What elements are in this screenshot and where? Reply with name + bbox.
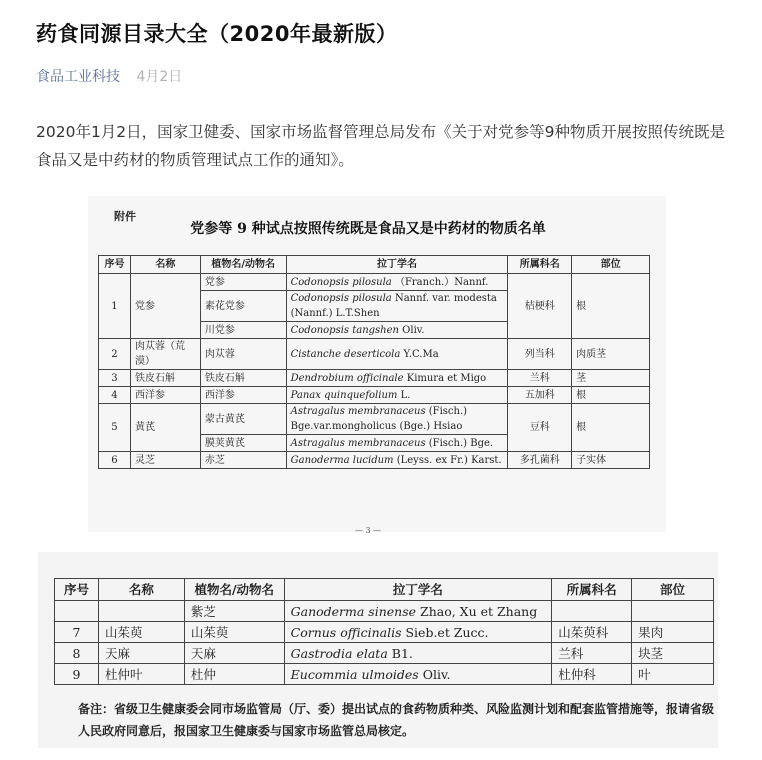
plant-name: 赤芝 xyxy=(200,452,286,469)
substance-name: 肉苁蓉（荒漠） xyxy=(130,339,200,370)
latin-genus-species: Codonopsis pilosula xyxy=(290,276,392,288)
family-name: 列当科 xyxy=(508,339,572,370)
plant-name: 紫芝 xyxy=(184,601,284,622)
document-scan-page-1 xyxy=(88,196,666,535)
substance-name: 灵芝 xyxy=(130,452,200,469)
latin-genus-species: Astragalus membranaceus xyxy=(290,406,426,417)
table-row xyxy=(55,643,714,664)
plant-part: 茎 xyxy=(572,370,650,387)
latin-genus-species: Codonopsis tangshen xyxy=(290,324,399,336)
substance-name: 党参 xyxy=(130,274,200,339)
plant-name: 铁皮石斛 xyxy=(200,370,286,387)
article-paragraph: 2020年1月2日，国家卫健委、国家市场监督管理总局发布《关于对党参等9种物质开展按照传统既是食品又是中药材的物质管理试点工作的通知》。 xyxy=(36,123,726,169)
publish-date: 4月2日 xyxy=(136,69,183,85)
substance-name xyxy=(98,601,184,622)
document-title: 党参等 9 种试点按照传统既是食品又是中药材的物质名单 xyxy=(190,221,546,237)
row-number: 7 xyxy=(55,622,99,643)
header-cell: 植物名/动物名 xyxy=(184,579,284,601)
latin-name xyxy=(286,387,508,404)
header-cell: 所属科名 xyxy=(508,256,572,274)
latin-authority: (Fisch.) Bge.var.mongholicus (Bge.) Hsiao xyxy=(290,406,468,432)
header-cell: 名称 xyxy=(130,256,200,274)
latin-genus-species: Eucommia ulmoides xyxy=(290,666,419,682)
latin-name xyxy=(286,435,508,452)
article-title: 药食同源目录大全（2020年最新版） xyxy=(36,22,398,46)
header-cell: 拉丁学名 xyxy=(284,579,552,601)
latin-genus-species: Panax quinquefolium xyxy=(290,389,398,401)
table-row xyxy=(55,622,714,643)
row-number: 1 xyxy=(99,274,131,339)
header-cell: 部位 xyxy=(632,579,714,601)
plant-part xyxy=(632,601,714,622)
header-cell: 序号 xyxy=(55,579,99,601)
latin-genus-species: Codonopsis pilosula xyxy=(290,293,392,304)
latin-name xyxy=(286,339,508,370)
substance-name: 铁皮石斛 xyxy=(130,370,200,387)
plant-part: 根 xyxy=(572,387,650,404)
latin-authority: Oliv. xyxy=(422,666,451,682)
plant-name: 素花党参 xyxy=(200,291,286,322)
plant-part: 根 xyxy=(572,404,650,452)
latin-name xyxy=(286,291,508,322)
plant-name: 天麻 xyxy=(184,643,284,664)
row-number xyxy=(55,601,99,622)
latin-authority: （Franch.）Nannf. xyxy=(394,276,489,288)
latin-genus-species: Dendrobium officinale xyxy=(290,372,404,384)
header-cell: 植物名/动物名 xyxy=(200,256,286,274)
table-row xyxy=(99,370,650,387)
latin-genus-species: Cistanche deserticola xyxy=(290,348,401,360)
table-row xyxy=(99,339,650,370)
attachment-label: 附件 xyxy=(114,210,136,223)
table-header-row xyxy=(99,256,650,274)
latin-name xyxy=(286,452,508,469)
family-name: 豆科 xyxy=(508,404,572,452)
substance-table-continued xyxy=(54,578,714,685)
substance-name: 山茱萸 xyxy=(98,622,184,643)
page-number: — 3 — xyxy=(354,526,382,535)
family-name: 兰科 xyxy=(508,370,572,387)
row-number: 8 xyxy=(55,643,99,664)
article-meta xyxy=(36,66,182,86)
latin-genus-species: Ganoderma lucidum xyxy=(290,454,394,466)
plant-name: 山茱萸 xyxy=(184,622,284,643)
header-cell: 部位 xyxy=(572,256,650,274)
row-number: 4 xyxy=(99,387,131,404)
latin-name xyxy=(284,664,552,685)
plant-name: 杜仲 xyxy=(184,664,284,685)
table-row xyxy=(99,274,650,291)
header-cell: 所属科名 xyxy=(552,579,632,601)
family-name: 桔梗科 xyxy=(508,274,572,339)
plant-part: 肉质茎 xyxy=(572,339,650,370)
family-name xyxy=(552,601,632,622)
latin-authority: Oliv. xyxy=(402,324,425,336)
latin-authority: L. xyxy=(400,389,411,401)
plant-part: 根 xyxy=(572,274,650,339)
table-row xyxy=(55,664,714,685)
table-row xyxy=(99,387,650,404)
row-number: 2 xyxy=(99,339,131,370)
plant-part: 子实体 xyxy=(572,452,650,469)
plant-part: 叶 xyxy=(632,664,714,685)
substance-name: 西洋参 xyxy=(130,387,200,404)
plant-name: 党参 xyxy=(200,274,286,291)
latin-genus-species: Cornus officinalis xyxy=(290,624,402,640)
row-number: 9 xyxy=(55,664,99,685)
header-cell: 拉丁学名 xyxy=(286,256,508,274)
row-number: 3 xyxy=(99,370,131,387)
substance-name: 黄芪 xyxy=(130,404,200,452)
latin-name xyxy=(286,322,508,339)
plant-part: 块茎 xyxy=(632,643,714,664)
family-name: 五加科 xyxy=(508,387,572,404)
header-cell: 序号 xyxy=(99,256,131,274)
row-number: 5 xyxy=(99,404,131,452)
latin-name xyxy=(284,622,552,643)
latin-genus-species: Gastrodia elata xyxy=(290,645,388,661)
plant-part: 果肉 xyxy=(632,622,714,643)
latin-authority: (Fisch.) Bge. xyxy=(428,437,494,449)
header-cell: 名称 xyxy=(98,579,184,601)
table-note: 备注：省级卫生健康委会同市场监管局（厅、委）提出试点的食药物质种类、风险监测计划和配套监管措施等，报请省级人民政府同意后，报国家卫生健康委与国家市场监管总局核定。 xyxy=(78,702,715,738)
latin-authority: (Leyss. ex Fr.) Karst. xyxy=(396,454,502,466)
latin-name xyxy=(286,370,508,387)
substance-name: 天麻 xyxy=(98,643,184,664)
latin-authority: Zhao, Xu et Zhang xyxy=(420,603,538,619)
latin-authority: Y.C.Ma xyxy=(403,348,439,360)
plant-name: 肉苁蓉 xyxy=(200,339,286,370)
latin-name xyxy=(286,274,508,291)
row-number: 6 xyxy=(99,452,131,469)
plant-name: 蒙古黄芪 xyxy=(200,404,286,435)
family-name: 多孔菌科 xyxy=(508,452,572,469)
table-header-row xyxy=(55,579,714,601)
latin-name xyxy=(284,643,552,664)
substance-table xyxy=(98,255,650,469)
document-scan-page-2 xyxy=(38,552,718,748)
plant-name: 膜荚黄芪 xyxy=(200,435,286,452)
substance-name: 杜仲叶 xyxy=(98,664,184,685)
family-name: 山茱萸科 xyxy=(552,622,632,643)
latin-genus-species: Ganoderma sinense xyxy=(290,603,417,619)
table-row xyxy=(55,601,714,622)
plant-name: 川党参 xyxy=(200,322,286,339)
latin-genus-species: Astragalus membranaceus xyxy=(290,437,426,449)
latin-authority: Sieb.et Zucc. xyxy=(405,624,489,640)
family-name: 杜仲科 xyxy=(552,664,632,685)
latin-name xyxy=(284,601,552,622)
family-name: 兰科 xyxy=(552,643,632,664)
latin-name xyxy=(286,404,508,435)
plant-name: 西洋参 xyxy=(200,387,286,404)
latin-authority: Nannf. var. modesta (Nannf.) L.T.Shen xyxy=(290,293,497,319)
latin-authority: Kimura et Migo xyxy=(406,372,487,384)
table-row xyxy=(99,452,650,469)
latin-authority: B1. xyxy=(391,645,413,661)
author-link[interactable]: 食品工业科技 xyxy=(36,69,120,85)
